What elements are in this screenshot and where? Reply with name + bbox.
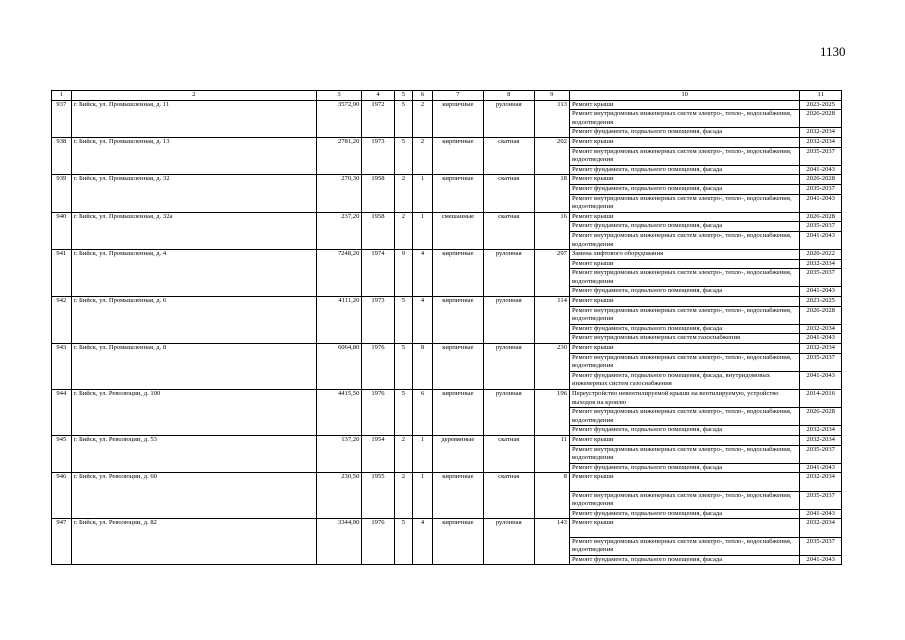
address-cell: г. Бийск, ул. Промышленная, д. 32а xyxy=(71,212,316,249)
work-type-cell: Ремонт фундамента, подвального помещения, фасада xyxy=(569,463,799,473)
work-type-cell: Ремонт внутридомовых инженерных систем электро-, тепло-, водоснабжения, водоотведения xyxy=(569,231,799,249)
period-cell: 2035-2037 xyxy=(800,147,842,165)
period-cell: 2041-2043 xyxy=(800,287,842,297)
roof-type-cell: скатная xyxy=(483,137,534,174)
work-type-cell: Ремонт фундамента, подвального помещения, фасада xyxy=(569,287,799,297)
residents-cell: 230 xyxy=(534,344,569,390)
build-year-cell: 1955 xyxy=(362,473,394,519)
total-area-cell: 2781,20 xyxy=(316,137,362,174)
residents-cell: 8 xyxy=(534,473,569,519)
wall-material-cell: кирпичные xyxy=(432,137,483,174)
period-cell: 2032-2034 xyxy=(800,426,842,436)
total-area-cell: 4111,20 xyxy=(316,297,362,344)
wall-material-cell: деревянные xyxy=(432,435,483,472)
work-type-cell: Ремонт крыши xyxy=(569,175,799,185)
total-area-cell: 7248,20 xyxy=(316,250,362,297)
address-cell: г. Бийск, ул. Революции, д. 53 xyxy=(71,435,316,472)
total-area-cell: 137,20 xyxy=(316,435,362,472)
column-header-2: 2 xyxy=(71,91,316,101)
column-header-6: 6 xyxy=(413,91,433,101)
period-cell: 2041-2043 xyxy=(800,165,842,175)
work-type-cell: Ремонт фундамента, подвального помещения, фасада xyxy=(569,165,799,175)
work-type-cell: Ремонт фундамента, подвального помещения, фасада, внутридомовых инженерных систем газоснабжения xyxy=(569,371,799,389)
table-body xyxy=(52,91,842,565)
residents-cell: 297 xyxy=(534,250,569,297)
entrances-cell: 4 xyxy=(413,250,433,297)
column-header-10: 10 xyxy=(569,91,799,101)
period-cell: 2041-2043 xyxy=(800,194,842,212)
table-row xyxy=(52,137,842,147)
work-type-cell: Ремонт крыши xyxy=(569,519,799,537)
build-year-cell: 1974 xyxy=(362,250,394,297)
table-row xyxy=(52,212,842,222)
period-cell: 2032-2034 xyxy=(800,128,842,138)
roof-type-cell: рулонная xyxy=(483,390,534,436)
floors-cell: 5 xyxy=(394,519,413,565)
period-cell: 2032-2034 xyxy=(800,519,842,537)
floors-cell: 2 xyxy=(394,473,413,519)
period-cell: 2020-2022 xyxy=(800,250,842,260)
entrances-cell: 1 xyxy=(413,435,433,472)
work-type-cell: Ремонт фундамента, подвального помещения, фасада xyxy=(569,509,799,519)
table-row xyxy=(52,473,842,491)
roof-type-cell: рулонная xyxy=(483,344,534,390)
work-type-cell: Ремонт внутридомовых инженерных систем электро-, тепло-, водоснабжения, водоотведения xyxy=(569,147,799,165)
build-year-cell: 1958 xyxy=(362,212,394,249)
total-area-cell: 6064,80 xyxy=(316,344,362,390)
roof-type-cell: рулонная xyxy=(483,297,534,344)
total-area-cell: 237,20 xyxy=(316,212,362,249)
address-cell: г. Бийск, ул. Промышленная, д. 32 xyxy=(71,175,316,212)
period-cell: 2032-2034 xyxy=(800,137,842,147)
period-cell: 2026-2028 xyxy=(800,306,842,324)
period-cell: 2035-2037 xyxy=(800,353,842,371)
residents-cell: 114 xyxy=(534,297,569,344)
address-cell: г. Бийск, ул. Промышленная, д. 8 xyxy=(71,344,316,390)
row-number-cell: 940 xyxy=(52,212,72,249)
work-type-cell: Ремонт фундамента, подвального помещения, фасада xyxy=(569,222,799,232)
total-area-cell: 3572,90 xyxy=(316,100,362,137)
work-type-cell: Ремонт внутридомовых инженерных систем электро-, тепло-, водоснабжения, водоотведения xyxy=(569,110,799,128)
work-type-cell: Ремонт крыши xyxy=(569,259,799,269)
table-row xyxy=(52,519,842,537)
period-cell: 2026-2028 xyxy=(800,212,842,222)
column-header-8: 8 xyxy=(483,91,534,101)
roof-type-cell: скатная xyxy=(483,473,534,519)
period-cell: 2041-2043 xyxy=(800,463,842,473)
build-year-cell: 1972 xyxy=(362,100,394,137)
residents-cell: 196 xyxy=(534,390,569,436)
build-year-cell: 1976 xyxy=(362,519,394,565)
roof-type-cell: рулонная xyxy=(483,100,534,137)
period-cell: 2032-2034 xyxy=(800,435,842,445)
row-number-cell: 943 xyxy=(52,344,72,390)
build-year-cell: 1973 xyxy=(362,297,394,344)
work-type-cell: Ремонт фундамента, подвального помещения, фасада xyxy=(569,324,799,334)
entrances-cell: 8 xyxy=(413,344,433,390)
wall-material-cell: смешанные xyxy=(432,212,483,249)
address-cell: г. Бийск, ул. Революции, д. 82 xyxy=(71,519,316,565)
column-header-11: 11 xyxy=(800,91,842,101)
table-row xyxy=(52,250,842,260)
address-cell: г. Бийск, ул. Промышленная, д. 4 xyxy=(71,250,316,297)
period-cell: 2035-2037 xyxy=(800,184,842,194)
period-cell: 2026-2028 xyxy=(800,110,842,128)
entrances-cell: 4 xyxy=(413,519,433,565)
floors-cell: 5 xyxy=(394,137,413,174)
table-row xyxy=(52,175,842,185)
residents-cell: 202 xyxy=(534,137,569,174)
period-cell: 2035-2037 xyxy=(800,269,842,287)
work-type-cell: Ремонт фундамента, подвального помещения, фасада xyxy=(569,426,799,436)
work-type-cell: Ремонт крыши xyxy=(569,137,799,147)
address-cell: г. Бийск, ул. Промышленная, д. 13 xyxy=(71,137,316,174)
work-type-cell: Ремонт внутридомовых инженерных систем электро-, тепло-, водоснабжения, водоотведения xyxy=(569,353,799,371)
floors-cell: 5 xyxy=(394,297,413,344)
period-cell: 2035-2037 xyxy=(800,445,842,463)
work-type-cell: Ремонт фундамента, подвального помещения, фасада xyxy=(569,555,799,565)
roof-type-cell: скатная xyxy=(483,175,534,212)
build-year-cell: 1973 xyxy=(362,137,394,174)
entrances-cell: 1 xyxy=(413,473,433,519)
table-row xyxy=(52,344,842,354)
roof-type-cell: скатная xyxy=(483,435,534,472)
residents-cell: 143 xyxy=(534,519,569,565)
period-cell: 2041-2043 xyxy=(800,231,842,249)
table-row xyxy=(52,390,842,408)
table-row xyxy=(52,297,842,307)
column-header-5: 5 xyxy=(394,91,413,101)
floors-cell: 5 xyxy=(394,100,413,137)
period-cell: 2032-2034 xyxy=(800,324,842,334)
period-cell: 2041-2043 xyxy=(800,371,842,389)
entrances-cell: 4 xyxy=(413,297,433,344)
period-cell: 2035-2037 xyxy=(800,537,842,555)
column-header-4: 4 xyxy=(362,91,394,101)
row-number-cell: 945 xyxy=(52,435,72,472)
table-row xyxy=(52,100,842,110)
roof-type-cell: скатная xyxy=(483,212,534,249)
period-cell: 2041-2043 xyxy=(800,509,842,519)
period-cell: 2014-2016 xyxy=(800,390,842,408)
wall-material-cell: кирпичные xyxy=(432,519,483,565)
entrances-cell: 2 xyxy=(413,100,433,137)
build-year-cell: 1976 xyxy=(362,390,394,436)
address-cell: г. Бийск, ул. Промышленная, д. 6 xyxy=(71,297,316,344)
residents-cell: 11 xyxy=(534,435,569,472)
row-number-cell: 937 xyxy=(52,100,72,137)
roof-type-cell: рулонная xyxy=(483,519,534,565)
period-cell: 2032-2034 xyxy=(800,344,842,354)
column-header-7: 7 xyxy=(432,91,483,101)
period-cell: 2035-2037 xyxy=(800,491,842,509)
wall-material-cell: кирпичные xyxy=(432,250,483,297)
work-type-cell: Ремонт фундамента, подвального помещения, фасада xyxy=(569,184,799,194)
work-type-cell: Ремонт крыши xyxy=(569,344,799,354)
work-type-cell: Ремонт внутридомовых инженерных систем газоснабжения xyxy=(569,334,799,344)
floors-cell: 5 xyxy=(394,344,413,390)
wall-material-cell: кирпичные xyxy=(432,390,483,436)
build-year-cell: 1954 xyxy=(362,435,394,472)
wall-material-cell: кирпичные xyxy=(432,297,483,344)
period-cell: 2041-2043 xyxy=(800,334,842,344)
total-area-cell: 3344,90 xyxy=(316,519,362,565)
floors-cell: 2 xyxy=(394,212,413,249)
period-cell: 2026-2028 xyxy=(800,408,842,426)
floors-cell: 2 xyxy=(394,175,413,212)
residents-cell: 16 xyxy=(534,212,569,249)
wall-material-cell: кирпичные xyxy=(432,175,483,212)
address-cell: г. Бийск, ул. Революции, д. 60 xyxy=(71,473,316,519)
column-header-1: 1 xyxy=(52,91,72,101)
row-number-cell: 946 xyxy=(52,473,72,519)
work-type-cell: Ремонт внутридомовых инженерных систем электро-, тепло-, водоснабжения, водоотведения xyxy=(569,194,799,212)
work-type-cell: Ремонт внутридомовых инженерных систем электро-, тепло-, водоснабжения, водоотведения xyxy=(569,408,799,426)
build-year-cell: 1976 xyxy=(362,344,394,390)
period-cell: 2023-2025 xyxy=(800,100,842,110)
repair-schedule-table xyxy=(51,90,842,565)
entrances-cell: 2 xyxy=(413,137,433,174)
period-cell: 2026-2028 xyxy=(800,175,842,185)
work-type-cell: Ремонт крыши xyxy=(569,100,799,110)
row-number-cell: 941 xyxy=(52,250,72,297)
period-cell: 2032-2034 xyxy=(800,259,842,269)
row-number-cell: 938 xyxy=(52,137,72,174)
row-number-cell: 939 xyxy=(52,175,72,212)
entrances-cell: 1 xyxy=(413,212,433,249)
address-cell: г. Бийск, ул. Промышленная, д. 11 xyxy=(71,100,316,137)
floors-cell: 5 xyxy=(394,390,413,436)
entrances-cell: 6 xyxy=(413,390,433,436)
work-type-cell: Ремонт фундамента, подвального помещения, фасада xyxy=(569,128,799,138)
wall-material-cell: кирпичные xyxy=(432,344,483,390)
total-area-cell: 270,30 xyxy=(316,175,362,212)
entrances-cell: 1 xyxy=(413,175,433,212)
page-number: 1130 xyxy=(820,44,846,59)
row-number-cell: 947 xyxy=(52,519,72,565)
work-type-cell: Ремонт крыши xyxy=(569,435,799,445)
work-type-cell: Ремонт внутридомовых инженерных систем электро-, тепло-, водоснабжения, водоотведения xyxy=(569,537,799,555)
work-type-cell: Ремонт внутридомовых инженерных систем электро-, тепло-, водоснабжения, водоотведения xyxy=(569,491,799,509)
column-header-9: 9 xyxy=(534,91,569,101)
row-number-cell: 942 xyxy=(52,297,72,344)
period-cell: 2035-2037 xyxy=(800,222,842,232)
total-area-cell: 4415,50 xyxy=(316,390,362,436)
period-cell: 2041-2043 xyxy=(800,555,842,565)
wall-material-cell: кирпичные xyxy=(432,100,483,137)
column-header-3: 3 xyxy=(316,91,362,101)
row-number-cell: 944 xyxy=(52,390,72,436)
work-type-cell: Замена лифтового оборудования xyxy=(569,250,799,260)
total-area-cell: 230,50 xyxy=(316,473,362,519)
residents-cell: 113 xyxy=(534,100,569,137)
work-type-cell: Ремонт крыши xyxy=(569,212,799,222)
floors-cell: 9 xyxy=(394,250,413,297)
period-cell: 2023-2025 xyxy=(800,297,842,307)
roof-type-cell: рулонная xyxy=(483,250,534,297)
residents-cell: 18 xyxy=(534,175,569,212)
work-type-cell: Ремонт внутридомовых инженерных систем электро-, тепло-, водоснабжения, водоотведения xyxy=(569,269,799,287)
address-cell: г. Бийск, ул. Революции, д. 100 xyxy=(71,390,316,436)
period-cell: 2032-2034 xyxy=(800,473,842,491)
work-type-cell: Ремонт крыши xyxy=(569,297,799,307)
wall-material-cell: кирпичные xyxy=(432,473,483,519)
work-type-cell: Ремонт крыши xyxy=(569,473,799,491)
work-type-cell: Переустройство невентилируемой крыши на вентилируемую, устройство выходов на кровлю xyxy=(569,390,799,408)
header-row xyxy=(52,91,842,101)
work-type-cell: Ремонт внутридомовых инженерных систем электро-, тепло-, водоснабжения, водоотведения xyxy=(569,306,799,324)
floors-cell: 2 xyxy=(394,435,413,472)
build-year-cell: 1958 xyxy=(362,175,394,212)
work-type-cell: Ремонт внутридомовых инженерных систем электро-, тепло-, водоснабжения, водоотведения xyxy=(569,445,799,463)
table-row xyxy=(52,435,842,445)
